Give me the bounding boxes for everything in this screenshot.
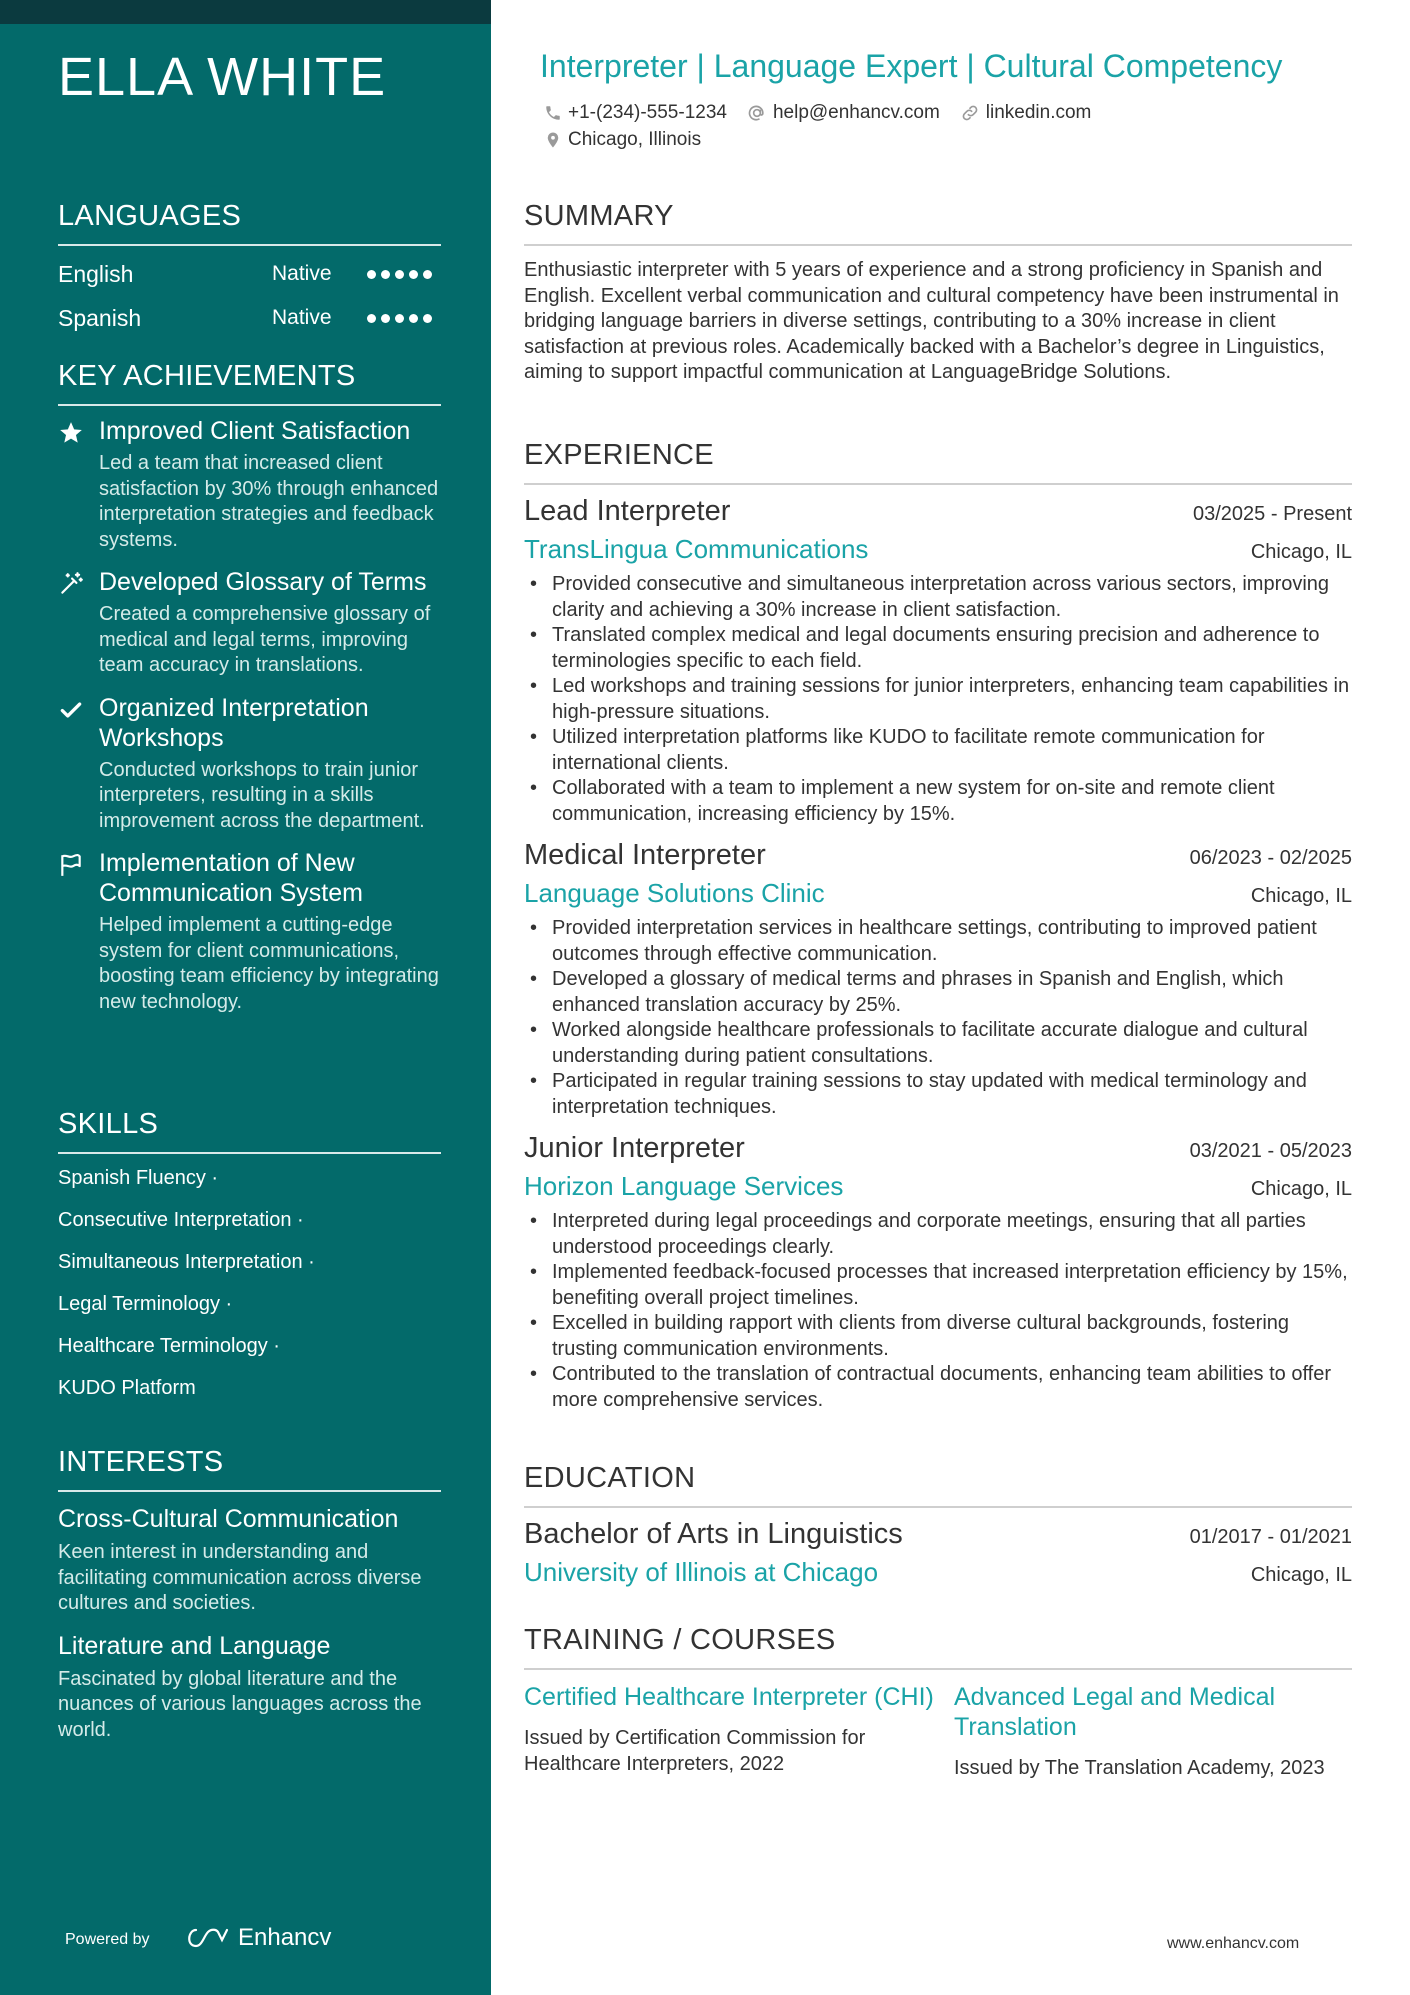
training-heading: TRAINING / COURSES <box>524 1624 1352 1670</box>
linkedin-contact[interactable] <box>960 102 1092 124</box>
achievement-desc: Led a team that increased client satisfaction by 30% through enhanced interpretation strategies and feedback systems. <box>99 452 439 551</box>
job-company: Horizon Language Services <box>524 1171 844 1201</box>
language-name: English <box>58 260 134 287</box>
job-bullet: • Developed a glossary of medical terms and phrases in Spanish and English, which enhanced translation accuracy by 25%. <box>524 967 1352 1018</box>
interest-title: Cross-Cultural Communication <box>58 1505 399 1533</box>
achievement-desc: Created a comprehensive glossary of medical and legal terms, improving team accuracy in translations. <box>99 603 431 676</box>
at-icon <box>747 103 767 123</box>
proficiency-dot <box>409 314 418 323</box>
language-level: Native <box>272 262 332 285</box>
job-bullet: • Translated complex medical and legal documents ensuring precision and adherence to terminologies specific to each field. <box>524 623 1352 674</box>
phone-contact[interactable] <box>544 102 727 124</box>
sidebar-top-bar <box>0 0 491 24</box>
course-desc: Issued by Certification Commission for Healthcare Interpreters, 2022 <box>524 1727 866 1775</box>
achievement-title: Implementation of New Communication System <box>99 849 363 907</box>
achievement-item <box>58 693 441 835</box>
job-bullet: • Implemented feedback-focused processes that increased interpretation efficiency by 15%, benefiting overall project timelines. <box>524 1260 1352 1311</box>
job-date: 03/2025 - Present <box>1193 503 1352 525</box>
job-bullet: • Collaborated with a team to implement a new system for on-site and remote client communication, increasing efficiency by 15%. <box>524 776 1352 827</box>
education-entry <box>524 1518 1352 1588</box>
location-contact <box>544 129 701 151</box>
achievements-heading: KEY ACHIEVEMENTS <box>58 360 441 406</box>
job-bullet: • Provided consecutive and simultaneous interpretation across various sectors, improving clarity and achieving a 30% increase in client satisfaction. <box>524 572 1352 623</box>
job-location: Chicago, IL <box>1250 1178 1352 1200</box>
linkedin-text: linkedin.com <box>985 102 1092 123</box>
job-bullet: • Led workshops and training sessions for junior interpreters, enhancing team capabilities in high-pressure situations. <box>524 674 1352 725</box>
language-item <box>58 296 441 340</box>
proficiency-dot <box>381 270 390 279</box>
interests-heading: INTERESTS <box>58 1446 441 1492</box>
job-bullets <box>524 916 1352 1120</box>
education-date: 01/2017 - 01/2021 <box>1189 1526 1352 1548</box>
proficiency-dot <box>367 314 376 323</box>
proficiency-dot <box>395 314 404 323</box>
job-bullet: • Provided interpretation services in healthcare settings, contributing to improved patient outcomes through effective communication. <box>524 916 1352 967</box>
headline: Interpreter | Language Expert | Cultural Competency <box>540 48 1283 84</box>
languages-section <box>58 200 441 340</box>
school-name: University of Illinois at Chicago <box>524 1557 879 1587</box>
proficiency-dot <box>367 270 376 279</box>
achievement-item <box>58 567 441 679</box>
achievements-section <box>58 360 441 1015</box>
enhancv-logo-icon <box>184 1926 230 1950</box>
job-date: 03/2021 - 05/2023 <box>1189 1140 1352 1162</box>
course-item <box>954 1682 1352 1782</box>
email-contact[interactable] <box>747 102 940 124</box>
job-entry <box>524 839 1352 1120</box>
contact-row <box>544 102 1111 124</box>
job-bullet: • Worked alongside healthcare professionals to facilitate accurate dialogue and cultural understanding during patient consultations. <box>524 1018 1352 1069</box>
job-bullets <box>524 1209 1352 1413</box>
candidate-name: ELLA WHITE <box>58 47 387 107</box>
degree-title: Bachelor of Arts in Linguistics <box>524 1518 903 1550</box>
interest-desc: Fascinated by global literature and the nuances of various languages across the world. <box>58 1667 422 1741</box>
website-link[interactable]: www.enhancv.com <box>1167 1935 1300 1952</box>
education-heading: EDUCATION <box>524 1462 1352 1508</box>
interest-desc: Keen interest in understanding and facilitating communication across diverse cultures and societies. <box>58 1541 422 1614</box>
job-location: Chicago, IL <box>1250 885 1352 907</box>
email-text: help@enhancv.com <box>772 102 940 123</box>
skill-item: Legal Terminology · <box>58 1293 233 1315</box>
language-level: Native <box>272 306 332 329</box>
achievement-title: Improved Client Satisfaction <box>99 417 411 445</box>
summary-text: Enthusiastic interpreter with 5 years of experience and a strong proficiency in Spanish and English. Excellent verbal communication and cultural competency have been instrumental in bridging language barriers in diverse settings, contributing to a 30% increase in client satisfaction at previous roles. Academically backed with a Bachelor’s degree in Linguistics, aiming to support impactful communication at LanguageBridge Solutions. <box>524 259 1339 383</box>
sidebar <box>0 0 491 1995</box>
job-company: Language Solutions Clinic <box>524 878 825 908</box>
skills-heading: SKILLS <box>58 1108 441 1154</box>
course-desc: Issued by The Translation Academy, 2023 <box>954 1757 1325 1779</box>
training-section <box>524 1624 1352 1782</box>
achievement-item <box>58 848 441 1015</box>
job-date: 06/2023 - 02/2025 <box>1189 847 1352 869</box>
job-entry <box>524 495 1352 827</box>
enhancv-logo[interactable] <box>184 1924 331 1952</box>
achievement-item <box>58 416 441 553</box>
star-icon <box>58 420 84 446</box>
check-icon <box>58 697 84 723</box>
achievement-title: Developed Glossary of Terms <box>99 568 427 596</box>
location-row <box>544 129 721 151</box>
job-bullet: • Utilized interpretation platforms like KUDO to facilitate remote communication for international clients. <box>524 725 1352 776</box>
job-bullet: • Interpreted during legal proceedings and corporate meetings, ensuring that all parties understood proceedings clearly. <box>524 1209 1352 1260</box>
job-location: Chicago, IL <box>1250 541 1352 563</box>
skill-item: Spanish Fluency · <box>58 1167 219 1189</box>
magic-wand-icon <box>58 571 84 597</box>
link-icon <box>960 103 980 123</box>
school-location: Chicago, IL <box>1250 1564 1352 1586</box>
language-item <box>58 252 441 296</box>
location-text: Chicago, Illinois <box>568 129 702 150</box>
interest-title: Literature and Language <box>58 1631 331 1660</box>
course-item <box>524 1682 954 1782</box>
job-bullet: • Excelled in building rapport with clients from diverse cultural backgrounds, fostering trusting communication environments. <box>524 1311 1352 1362</box>
job-bullets <box>524 572 1352 827</box>
flag-icon <box>58 852 84 878</box>
achievement-desc: Helped implement a cutting-edge system for client communications, boosting team efficiency by integrating new technology. <box>99 914 439 1013</box>
enhancv-brand-text: Enhancv <box>238 1924 332 1951</box>
phone-icon <box>544 104 562 122</box>
location-pin-icon <box>544 130 562 150</box>
job-title: Lead Interpreter <box>524 495 731 527</box>
proficiency-dot <box>381 314 390 323</box>
proficiency-dot <box>423 314 432 323</box>
languages-heading: LANGUAGES <box>58 200 441 246</box>
education-section <box>524 1462 1352 1588</box>
achievement-desc: Conducted workshops to train junior interpreters, resulting in a skills improvement across the department. <box>99 758 425 832</box>
experience-section <box>524 439 1352 1413</box>
skill-item: Healthcare Terminology · <box>58 1335 280 1357</box>
job-bullet: • Participated in regular training sessions to stay updated with medical terminology and interpretation techniques. <box>524 1069 1352 1120</box>
proficiency-dot <box>409 270 418 279</box>
job-title: Junior Interpreter <box>524 1132 745 1164</box>
language-name: Spanish <box>58 304 142 331</box>
phone-text: +1-(234)-555-1234 <box>568 102 727 123</box>
skills-section <box>58 1108 441 1409</box>
language-proficiency-dots <box>367 270 432 279</box>
job-bullet: • Contributed to the translation of contractual documents, enhancing team abilities to offer more comprehensive services. <box>524 1362 1352 1413</box>
language-proficiency-dots <box>367 314 432 323</box>
achievement-title: Organized Interpretation Workshops <box>99 693 369 752</box>
course-title: Advanced Legal and Medical Translation <box>954 1683 1276 1741</box>
summary-section <box>524 200 1352 386</box>
job-title: Medical Interpreter <box>524 839 766 871</box>
job-entry <box>524 1132 1352 1413</box>
proficiency-dot <box>395 270 404 279</box>
skill-item: Simultaneous Interpretation · <box>58 1251 315 1273</box>
summary-heading: SUMMARY <box>524 200 1352 246</box>
interests-section <box>58 1446 441 1743</box>
job-company: TransLingua Communications <box>524 534 869 564</box>
skill-item: Consecutive Interpretation · <box>58 1209 304 1231</box>
skill-item: KUDO Platform <box>58 1377 196 1399</box>
course-title: Certified Healthcare Interpreter (CHI) <box>524 1683 934 1711</box>
experience-heading: EXPERIENCE <box>524 439 1352 485</box>
powered-by-label: Powered by <box>65 1931 150 1948</box>
proficiency-dot <box>423 270 432 279</box>
